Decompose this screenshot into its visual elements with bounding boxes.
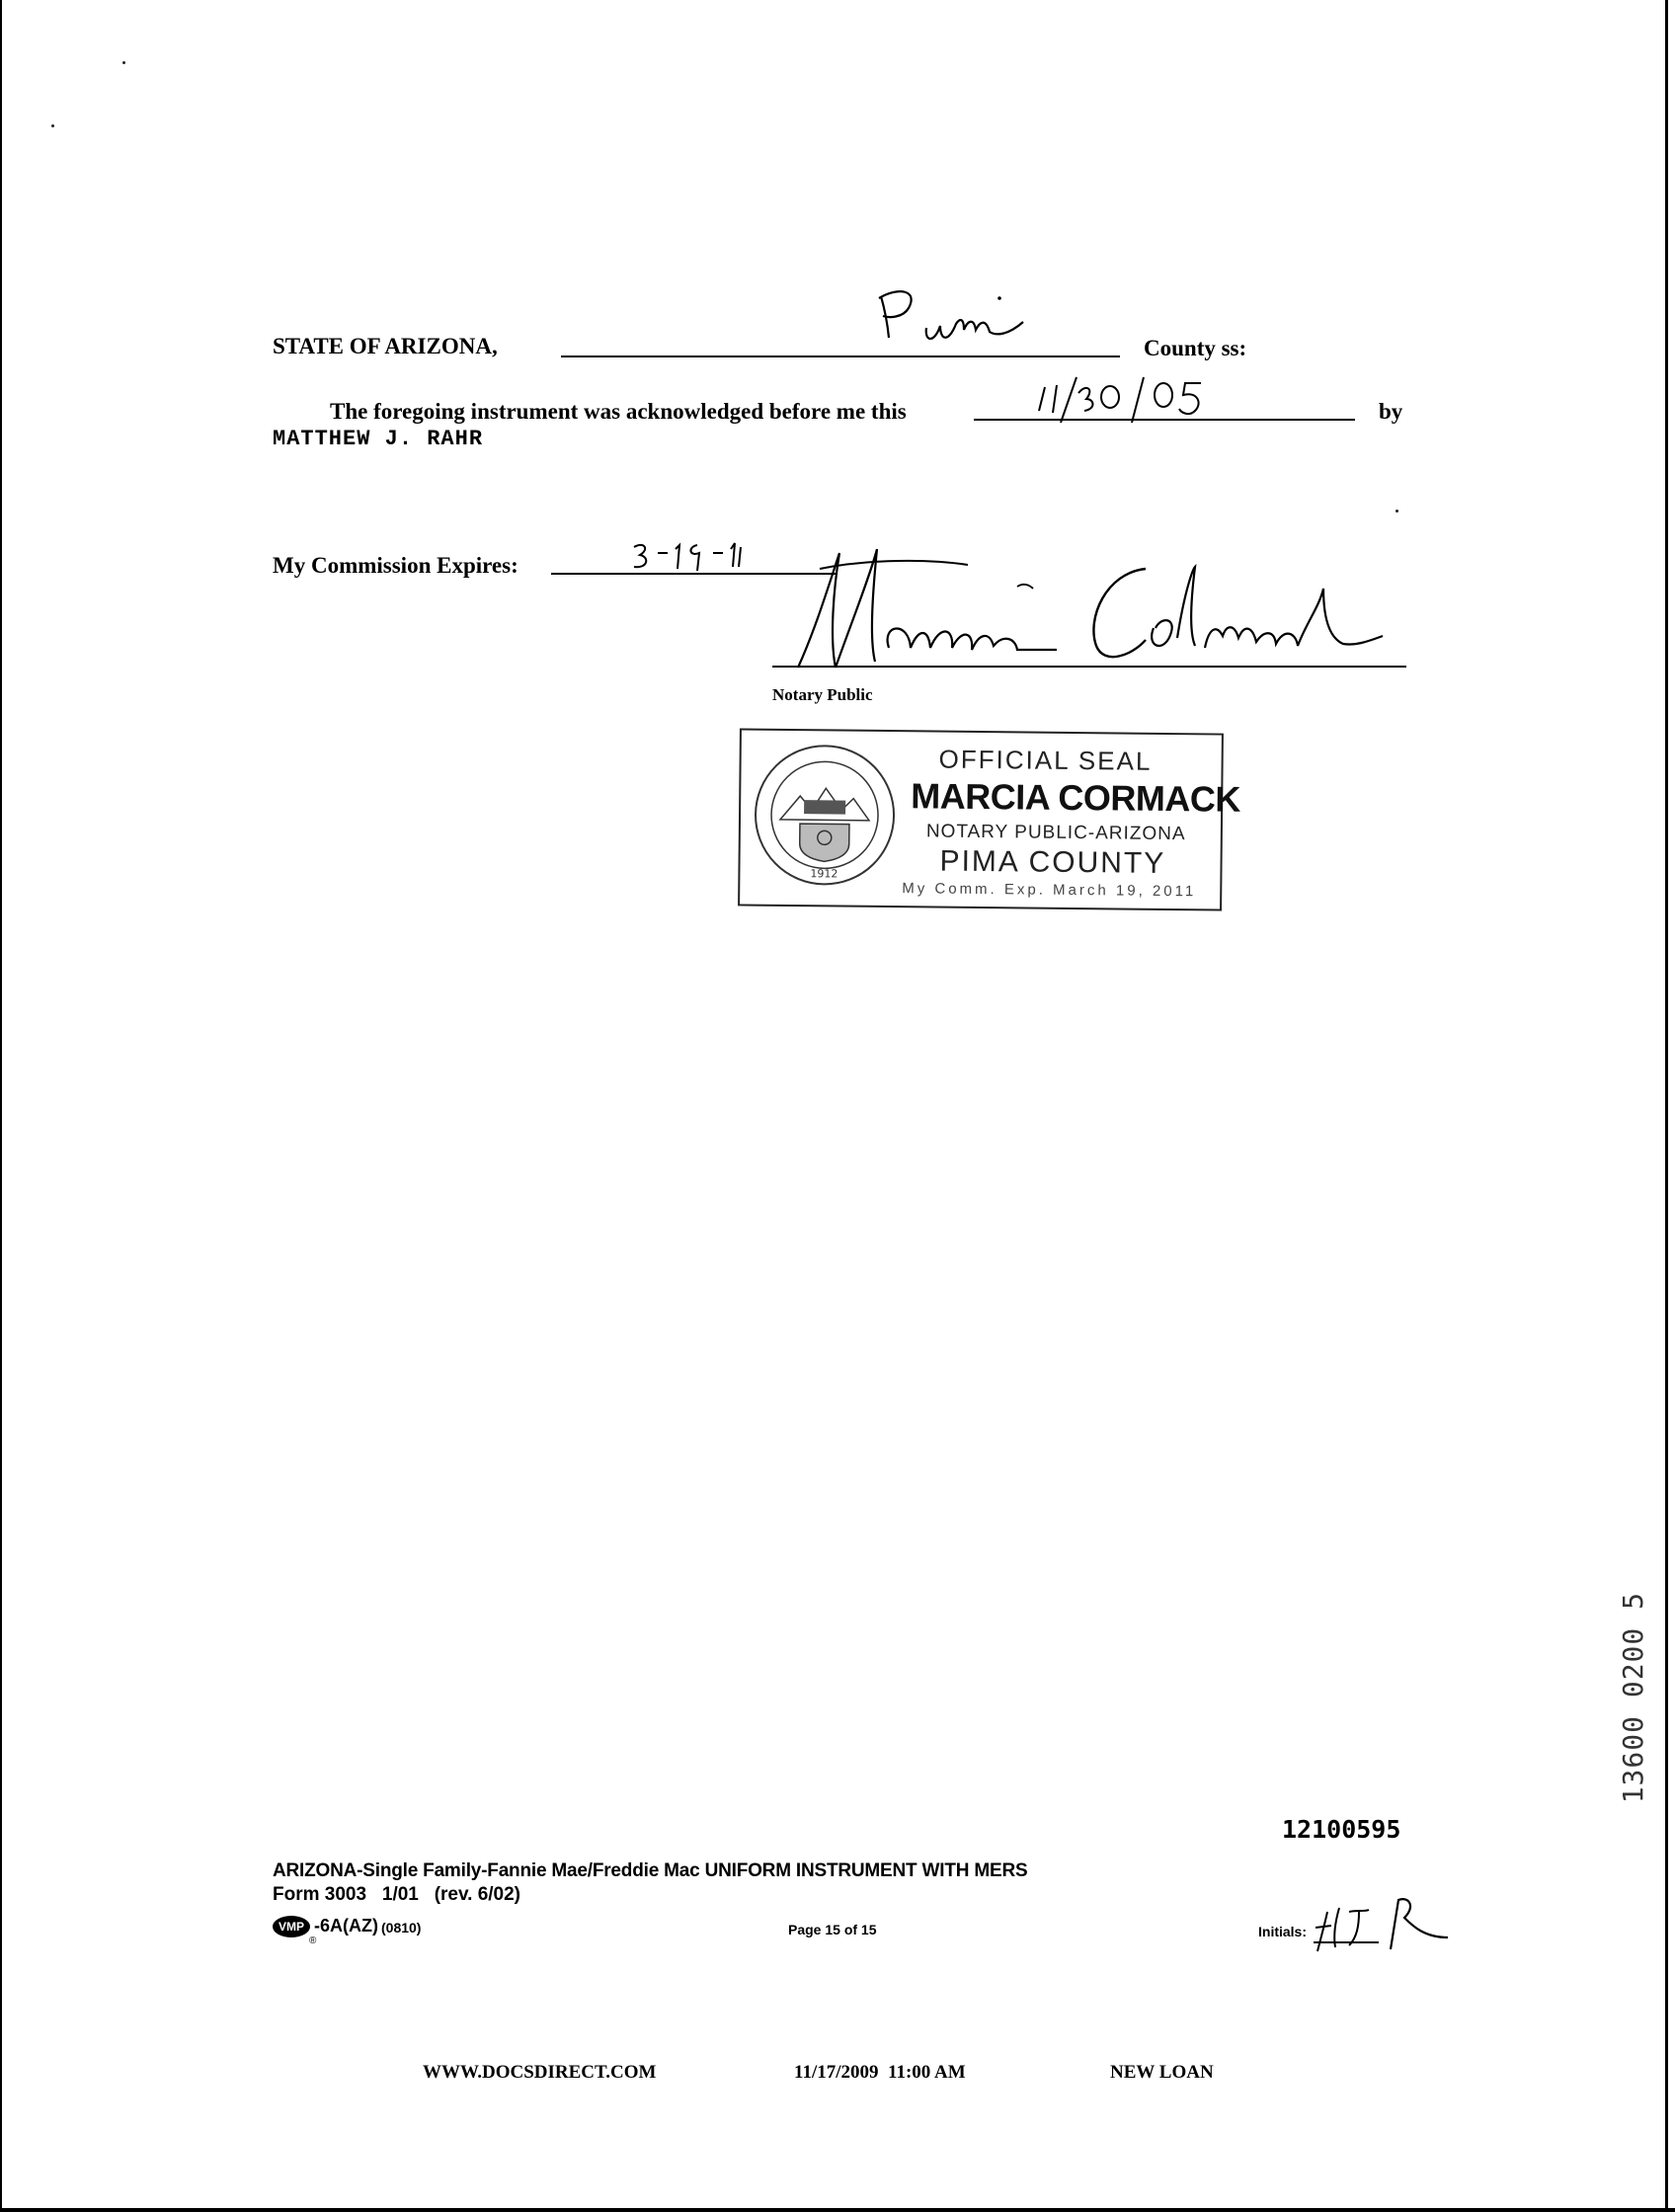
county-label: County ss: [1144,336,1247,360]
scan-speck [122,61,125,64]
form-number: Form 3003 1/01 (rev. 6/02) [273,1884,521,1905]
seal-county: PIMA COUNTY [939,844,1166,880]
notary-label: Notary Public [772,685,873,704]
form-code-suffix: (0810) [381,1920,422,1936]
commission-label: My Commission Expires: [273,553,518,578]
loan-number: 12100595 [1282,1815,1401,1844]
print-datetime: 11/17/2009 11:00 AM [794,2062,966,2083]
vmp-logo: VMP [273,1916,310,1937]
scan-speck [1396,510,1398,513]
seal-year: 1912 [810,867,838,881]
seal-title: OFFICIAL SEAL [938,744,1153,776]
print-website: WWW.DOCSDIRECT.COM [423,2062,657,2083]
seal-commission-expiry: My Comm. Exp. March 19, 2011 [902,880,1197,901]
scan-edge-left [0,0,2,2212]
seal-notary-public: NOTARY PUBLIC-ARIZONA [925,821,1186,845]
form-title: ARIZONA-Single Family-Fannie Mae/Freddie Mac UNIFORM INSTRUMENT WITH MERS [273,1860,1028,1881]
form-code: -6A(AZ) [314,1916,378,1936]
acknowledgment-text: The foregoing instrument was acknowledged before me this [330,399,907,424]
page-indicator: Page 15 of 15 [788,1922,877,1937]
scan-edge-bottom [0,2208,1675,2212]
initials-handwriting [1310,1892,1458,1955]
scan-speck [51,124,54,127]
signer-name: MATTHEW J. RAHR [273,427,484,451]
seal-notary-name: MARCIA CORMACK [911,775,1241,820]
print-status: NEW LOAN [1110,2062,1214,2083]
date-handwriting [1027,373,1244,434]
notary-signature [770,529,1402,677]
official-seal-stamp [738,728,1241,910]
registered-mark-icon: ® [309,1936,317,1946]
scan-edge-right [1665,0,1668,2212]
great-seal-emblem [750,741,900,891]
side-recording-number: 13600 0200 5 [1617,1592,1649,1804]
initials-label: Initials: [1258,1924,1308,1939]
county-handwriting [869,278,1086,357]
commission-date-handwriting [628,537,757,577]
state-label: STATE OF ARIZONA, [273,334,498,358]
by-label: by [1379,399,1403,424]
